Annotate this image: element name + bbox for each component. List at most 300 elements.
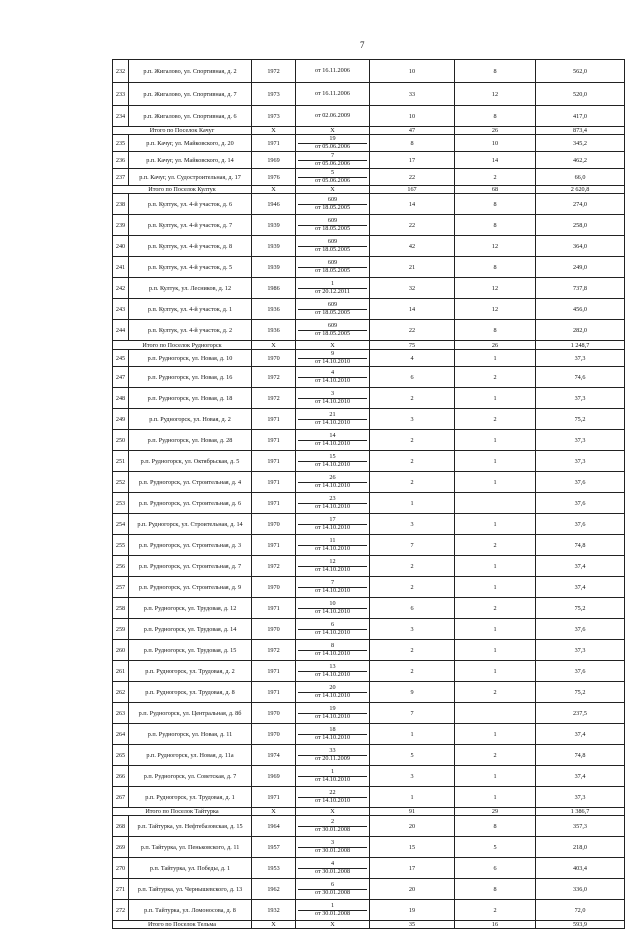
value-cell-5: 3 bbox=[370, 514, 455, 535]
document-cell bbox=[296, 682, 370, 703]
document-date: от 30.01.2008 bbox=[314, 867, 351, 875]
document-date: от 14.10.2010 bbox=[314, 418, 351, 426]
value-cell-6: 1 bbox=[455, 787, 536, 808]
year-cell: 1936 bbox=[252, 299, 296, 320]
value-cell-5: 7 bbox=[370, 703, 455, 724]
document-cell bbox=[296, 703, 370, 724]
address-cell: р.п. Култук, ул. Лесников, д. 12 bbox=[129, 278, 252, 299]
address-cell: р.п. Рудногорск, ул. Советская, д. 7 bbox=[129, 766, 252, 787]
value-cell-7: 37,3 bbox=[536, 388, 625, 409]
document-cell bbox=[296, 514, 370, 535]
year-cell: 1971 bbox=[252, 661, 296, 682]
year-cell: 1974 bbox=[252, 745, 296, 766]
value-cell-7: 37,6 bbox=[536, 493, 625, 514]
value-cell-7: 417,0 bbox=[536, 106, 625, 127]
value-cell-7: 37,3 bbox=[536, 640, 625, 661]
table-row bbox=[113, 388, 625, 409]
document-number: 1 bbox=[298, 281, 367, 289]
document-date: от 18.05.2005 bbox=[314, 329, 351, 337]
row-number-cell: 263 bbox=[113, 703, 129, 724]
document-date: от 14.10.2010 bbox=[314, 691, 351, 699]
address-cell: р.п. Рудногорск, ул. Строительная, д. 6 bbox=[129, 493, 252, 514]
document-cell bbox=[296, 493, 370, 514]
document-date: от 14.10.2010 bbox=[314, 376, 351, 384]
row-number-cell: 232 bbox=[113, 60, 129, 83]
table-row bbox=[113, 493, 625, 514]
document-date: от 18.05.2005 bbox=[314, 308, 351, 316]
document-date: от 18.05.2005 bbox=[314, 245, 351, 253]
year-cell: 1969 bbox=[252, 152, 296, 169]
address-cell: р.п. Рудногорск, ул. Трудовая, д. 15 bbox=[129, 640, 252, 661]
address-cell: р.п. Рудногорск, ул. Центральная, д. 8б bbox=[129, 703, 252, 724]
value-cell-7: 75,2 bbox=[536, 598, 625, 619]
value-cell-6: 8 bbox=[455, 106, 536, 127]
row-number-cell: 266 bbox=[113, 766, 129, 787]
table-row bbox=[113, 106, 625, 127]
value-cell-6: 2 bbox=[455, 682, 536, 703]
document-cell bbox=[296, 83, 370, 106]
table-row bbox=[113, 194, 625, 215]
year-cell: X bbox=[252, 921, 296, 929]
document-number: 19 bbox=[298, 706, 367, 714]
value-cell-6: 1 bbox=[455, 388, 536, 409]
value-cell-5: 3 bbox=[370, 766, 455, 787]
value-cell-5: 75 bbox=[370, 341, 455, 350]
year-cell: 1971 bbox=[252, 409, 296, 430]
document-date: от 14.10.2010 bbox=[314, 628, 351, 636]
value-cell-7: 218,0 bbox=[536, 837, 625, 858]
value-cell-5: 167 bbox=[370, 186, 455, 194]
table-row bbox=[113, 514, 625, 535]
value-cell-5: 8 bbox=[370, 135, 455, 152]
value-cell-7: 737,8 bbox=[536, 278, 625, 299]
year-cell: 1939 bbox=[252, 257, 296, 278]
value-cell-5: 20 bbox=[370, 879, 455, 900]
row-number-cell: 271 bbox=[113, 879, 129, 900]
value-cell-7: 37,6 bbox=[536, 619, 625, 640]
row-number-cell: 241 bbox=[113, 257, 129, 278]
document-date: от 02.06.2009 bbox=[314, 111, 351, 119]
row-number-cell: 233 bbox=[113, 83, 129, 106]
table-row bbox=[113, 83, 625, 106]
document-cell bbox=[296, 535, 370, 556]
document-number: 14 bbox=[298, 433, 367, 441]
value-cell-5: 47 bbox=[370, 127, 455, 135]
year-cell: 1971 bbox=[252, 787, 296, 808]
document-number: 4 bbox=[298, 370, 367, 378]
table-row bbox=[113, 299, 625, 320]
year-cell: 1969 bbox=[252, 766, 296, 787]
document-date: от 14.10.2010 bbox=[314, 607, 351, 615]
year-cell: 1957 bbox=[252, 837, 296, 858]
document-date: от 14.10.2010 bbox=[314, 357, 351, 365]
value-cell-7: 37,4 bbox=[536, 556, 625, 577]
document-number: 609 bbox=[298, 260, 367, 268]
document-number: 3 bbox=[298, 840, 367, 848]
value-cell-6 bbox=[455, 703, 536, 724]
value-cell-5: 10 bbox=[370, 106, 455, 127]
table-row bbox=[113, 816, 625, 837]
value-cell-6: 1 bbox=[455, 472, 536, 493]
value-cell-6: 68 bbox=[455, 186, 536, 194]
value-cell-7: 74,8 bbox=[536, 535, 625, 556]
document-cell bbox=[296, 472, 370, 493]
document-cell bbox=[296, 152, 370, 169]
address-cell: р.п. Тайтурка, ул. Победы, д. 1 bbox=[129, 858, 252, 879]
document-cell bbox=[296, 409, 370, 430]
address-cell: р.п. Култук, ул. 4-й участок, д. 6 bbox=[129, 194, 252, 215]
document-cell: X bbox=[296, 127, 370, 135]
document-cell bbox=[296, 169, 370, 186]
value-cell-6: 1 bbox=[455, 350, 536, 367]
document-cell bbox=[296, 60, 370, 83]
address-cell: р.п. Жигалово, ул. Спортивная, д. 6 bbox=[129, 106, 252, 127]
document-cell bbox=[296, 388, 370, 409]
table-row bbox=[113, 577, 625, 598]
year-cell: 1970 bbox=[252, 514, 296, 535]
value-cell-7: 37,3 bbox=[536, 430, 625, 451]
row-number-cell: 264 bbox=[113, 724, 129, 745]
value-cell-7: 357,3 bbox=[536, 816, 625, 837]
document-date: от 14.10.2010 bbox=[314, 502, 351, 510]
table-row bbox=[113, 236, 625, 257]
value-cell-6: 26 bbox=[455, 341, 536, 350]
document-date: от 14.10.2010 bbox=[314, 460, 351, 468]
document-cell bbox=[296, 900, 370, 921]
value-cell-6: 1 bbox=[455, 724, 536, 745]
value-cell-6: 1 bbox=[455, 556, 536, 577]
value-cell-6: 14 bbox=[455, 152, 536, 169]
value-cell-5: 35 bbox=[370, 921, 455, 929]
document-number: 21 bbox=[298, 412, 367, 420]
value-cell-7: 37,4 bbox=[536, 724, 625, 745]
value-cell-7: 345,2 bbox=[536, 135, 625, 152]
table-row bbox=[113, 215, 625, 236]
value-cell-5: 2 bbox=[370, 430, 455, 451]
year-cell: 1972 bbox=[252, 60, 296, 83]
document-date: от 14.10.2010 bbox=[314, 397, 351, 405]
document-date: от 14.10.2010 bbox=[314, 565, 351, 573]
value-cell-5: 5 bbox=[370, 745, 455, 766]
year-cell: 1971 bbox=[252, 493, 296, 514]
address-cell: р.п. Рудногорск, ул. Новая, д. 18 bbox=[129, 388, 252, 409]
document-cell bbox=[296, 858, 370, 879]
value-cell-5: 14 bbox=[370, 299, 455, 320]
row-number-cell: 243 bbox=[113, 299, 129, 320]
document-date: от 14.10.2010 bbox=[314, 670, 351, 678]
document-cell bbox=[296, 320, 370, 341]
value-cell-6: 1 bbox=[455, 514, 536, 535]
value-cell-6: 8 bbox=[455, 194, 536, 215]
document-date: от 18.05.2005 bbox=[314, 224, 351, 232]
document-date: от 16.11.2006 bbox=[315, 66, 350, 74]
value-cell-5: 2 bbox=[370, 661, 455, 682]
document-cell bbox=[296, 299, 370, 320]
address-cell: р.п. Рудногорск, ул. Новая, д. 2 bbox=[129, 409, 252, 430]
year-cell: 1971 bbox=[252, 430, 296, 451]
value-cell-5: 3 bbox=[370, 409, 455, 430]
document-number: 8 bbox=[298, 643, 367, 651]
year-cell: 1972 bbox=[252, 640, 296, 661]
value-cell-7: 37,4 bbox=[536, 766, 625, 787]
document-number: 5 bbox=[298, 170, 367, 178]
value-cell-7: 462,2 bbox=[536, 152, 625, 169]
document-cell bbox=[296, 236, 370, 257]
table-row bbox=[113, 598, 625, 619]
year-cell: 1973 bbox=[252, 106, 296, 127]
table-row bbox=[113, 152, 625, 169]
year-cell: 1986 bbox=[252, 278, 296, 299]
document-number: 20 bbox=[298, 685, 367, 693]
document-cell bbox=[296, 350, 370, 367]
value-cell-5: 17 bbox=[370, 858, 455, 879]
document-number: 17 bbox=[298, 517, 367, 525]
value-cell-5: 7 bbox=[370, 535, 455, 556]
document-number: 10 bbox=[298, 601, 367, 609]
year-cell: 1962 bbox=[252, 879, 296, 900]
year-cell: 1970 bbox=[252, 577, 296, 598]
document-date: от 14.10.2010 bbox=[314, 775, 351, 783]
row-number-cell: 270 bbox=[113, 858, 129, 879]
table-row bbox=[113, 556, 625, 577]
value-cell-6: 5 bbox=[455, 837, 536, 858]
address-cell: р.п. Тайтурка, ул. Нефтебазовская, д. 15 bbox=[129, 816, 252, 837]
address-cell: р.п. Рудногорск, ул. Трудовая, д. 8 bbox=[129, 682, 252, 703]
value-cell-5: 3 bbox=[370, 619, 455, 640]
document-cell bbox=[296, 367, 370, 388]
value-cell-5: 2 bbox=[370, 451, 455, 472]
value-cell-7: 75,2 bbox=[536, 409, 625, 430]
table-row bbox=[113, 135, 625, 152]
document-date: от 14.10.2010 bbox=[314, 544, 351, 552]
year-cell: 1971 bbox=[252, 598, 296, 619]
row-number-cell: 267 bbox=[113, 787, 129, 808]
document-cell: X bbox=[296, 186, 370, 194]
value-cell-5: 4 bbox=[370, 350, 455, 367]
value-cell-7: 74,6 bbox=[536, 367, 625, 388]
document-number: 18 bbox=[298, 727, 367, 735]
document-date: от 14.10.2010 bbox=[314, 733, 351, 741]
document-number: 3 bbox=[298, 391, 367, 399]
document-number: 7 bbox=[298, 580, 367, 588]
value-cell-7: 37,3 bbox=[536, 451, 625, 472]
row-number-cell: 268 bbox=[113, 816, 129, 837]
document-date: от 30.01.2008 bbox=[314, 846, 351, 854]
year-cell: 1964 bbox=[252, 816, 296, 837]
document-date: от 30.01.2008 bbox=[314, 909, 351, 917]
document-number: 19 bbox=[298, 136, 367, 144]
document-date: от 14.10.2010 bbox=[314, 796, 351, 804]
document-cell bbox=[296, 106, 370, 127]
year-cell: 1971 bbox=[252, 535, 296, 556]
value-cell-6: 1 bbox=[455, 766, 536, 787]
value-cell-7: 37,6 bbox=[536, 472, 625, 493]
document-number: 26 bbox=[298, 475, 367, 483]
value-cell-7: 37,6 bbox=[536, 514, 625, 535]
row-number-cell: 265 bbox=[113, 745, 129, 766]
table-row bbox=[113, 745, 625, 766]
table-row bbox=[113, 367, 625, 388]
value-cell-6: 2 bbox=[455, 900, 536, 921]
row-number-cell: 252 bbox=[113, 472, 129, 493]
document-date: от 20.12.2011 bbox=[315, 287, 350, 295]
document-number: 7 bbox=[298, 153, 367, 161]
address-cell: р.п. Рудногорск, ул. Новая, д. 10 bbox=[129, 350, 252, 367]
document-cell bbox=[296, 816, 370, 837]
value-cell-6: 26 bbox=[455, 127, 536, 135]
value-cell-6: 8 bbox=[455, 320, 536, 341]
row-number-cell: 237 bbox=[113, 169, 129, 186]
document-cell bbox=[296, 257, 370, 278]
year-cell: X bbox=[252, 127, 296, 135]
subtotal-label: Итого по Поселок Тайтурка bbox=[113, 808, 252, 816]
value-cell-6: 8 bbox=[455, 215, 536, 236]
value-cell-6: 8 bbox=[455, 257, 536, 278]
value-cell-5: 91 bbox=[370, 808, 455, 816]
address-cell: р.п. Жигалово, ул. Спортивная, д. 7 bbox=[129, 83, 252, 106]
value-cell-6: 2 bbox=[455, 745, 536, 766]
value-cell-6: 1 bbox=[455, 619, 536, 640]
address-cell: р.п. Рудногорск, ул. Строительная, д. 4 bbox=[129, 472, 252, 493]
document-number: 4 bbox=[298, 861, 367, 869]
document-cell bbox=[296, 556, 370, 577]
value-cell-7: 37,6 bbox=[536, 661, 625, 682]
address-cell: р.п. Тайтурка, ул. Пеньковского, д. 11 bbox=[129, 837, 252, 858]
row-number-cell: 242 bbox=[113, 278, 129, 299]
document-number: 6 bbox=[298, 622, 367, 630]
document-date: от 14.10.2010 bbox=[314, 481, 351, 489]
year-cell: 1939 bbox=[252, 215, 296, 236]
year-cell: 1972 bbox=[252, 367, 296, 388]
document-cell bbox=[296, 837, 370, 858]
value-cell-5: 22 bbox=[370, 215, 455, 236]
subtotal-label: Итого по Поселок Качуг bbox=[113, 127, 252, 135]
document-date: от 18.05.2005 bbox=[314, 203, 351, 211]
value-cell-6: 2 bbox=[455, 598, 536, 619]
document-number: 609 bbox=[298, 302, 367, 310]
year-cell: 1953 bbox=[252, 858, 296, 879]
table-row bbox=[113, 682, 625, 703]
document-date: от 14.10.2010 bbox=[314, 439, 351, 447]
document-date: от 30.01.2008 bbox=[314, 825, 351, 833]
value-cell-6: 12 bbox=[455, 83, 536, 106]
value-cell-7: 249,0 bbox=[536, 257, 625, 278]
value-cell-7: 1 248,7 bbox=[536, 341, 625, 350]
value-cell-5: 20 bbox=[370, 816, 455, 837]
value-cell-7: 66,0 bbox=[536, 169, 625, 186]
subtotal-label: Итого по Поселок Тельма bbox=[113, 921, 252, 929]
address-cell: р.п. Рудногорск, ул. Трудовая, д. 1 bbox=[129, 787, 252, 808]
row-number-cell: 244 bbox=[113, 320, 129, 341]
value-cell-7: 1 386,7 bbox=[536, 808, 625, 816]
year-cell: 1971 bbox=[252, 451, 296, 472]
document-cell bbox=[296, 598, 370, 619]
document-number: 609 bbox=[298, 197, 367, 205]
document-cell bbox=[296, 724, 370, 745]
document-number: 12 bbox=[298, 559, 367, 567]
value-cell-5: 2 bbox=[370, 388, 455, 409]
subtotal-label: Итого по Поселок Рудногорск bbox=[113, 341, 252, 350]
year-cell: 1936 bbox=[252, 320, 296, 341]
address-cell: р.п. Рудногорск, ул. Трудовая, д. 14 bbox=[129, 619, 252, 640]
document-date: от 14.10.2010 bbox=[314, 523, 351, 531]
value-cell-7: 75,2 bbox=[536, 682, 625, 703]
value-cell-6: 1 bbox=[455, 661, 536, 682]
page-number: 7 bbox=[360, 40, 365, 50]
value-cell-6: 1 bbox=[455, 430, 536, 451]
document-number: 15 bbox=[298, 454, 367, 462]
address-cell: р.п. Рудногорск, ул. Новая, д. 28 bbox=[129, 430, 252, 451]
year-cell: X bbox=[252, 341, 296, 350]
row-number-cell: 259 bbox=[113, 619, 129, 640]
subtotal-row bbox=[113, 127, 625, 135]
row-number-cell: 258 bbox=[113, 598, 129, 619]
row-number-cell: 255 bbox=[113, 535, 129, 556]
year-cell: 1946 bbox=[252, 194, 296, 215]
document-date: от 14.10.2010 bbox=[314, 712, 351, 720]
document-date: от 30.01.2008 bbox=[314, 888, 351, 896]
document-number: 11 bbox=[298, 538, 367, 546]
address-cell: р.п. Култук, ул. 4-й участок, д. 7 bbox=[129, 215, 252, 236]
address-cell: р.п. Рудногорск, ул. Новая, д. 11а bbox=[129, 745, 252, 766]
value-cell-7: 562,0 bbox=[536, 60, 625, 83]
table-row bbox=[113, 409, 625, 430]
value-cell-7: 37,4 bbox=[536, 577, 625, 598]
table-row bbox=[113, 703, 625, 724]
document-cell bbox=[296, 430, 370, 451]
table-row bbox=[113, 724, 625, 745]
row-number-cell: 253 bbox=[113, 493, 129, 514]
value-cell-5: 6 bbox=[370, 367, 455, 388]
document-number: 609 bbox=[298, 323, 367, 331]
value-cell-7: 237,5 bbox=[536, 703, 625, 724]
address-cell: р.п. Рудногорск, ул. Трудовая, д. 2 bbox=[129, 661, 252, 682]
value-cell-7: 593,9 bbox=[536, 921, 625, 929]
document-number: 13 bbox=[298, 664, 367, 672]
table-row bbox=[113, 879, 625, 900]
table-row bbox=[113, 472, 625, 493]
table-row bbox=[113, 858, 625, 879]
row-number-cell: 248 bbox=[113, 388, 129, 409]
row-number-cell: 269 bbox=[113, 837, 129, 858]
year-cell: 1970 bbox=[252, 703, 296, 724]
subtotal-row bbox=[113, 341, 625, 350]
address-cell: р.п. Рудногорск, ул. Трудовая, д. 12 bbox=[129, 598, 252, 619]
table-row bbox=[113, 661, 625, 682]
value-cell-7: 37,3 bbox=[536, 350, 625, 367]
row-number-cell: 238 bbox=[113, 194, 129, 215]
table-row bbox=[113, 451, 625, 472]
value-cell-6: 6 bbox=[455, 858, 536, 879]
document-date: от 18.05.2005 bbox=[314, 266, 351, 274]
value-cell-6: 29 bbox=[455, 808, 536, 816]
table-row bbox=[113, 350, 625, 367]
document-cell bbox=[296, 194, 370, 215]
row-number-cell: 240 bbox=[113, 236, 129, 257]
year-cell: X bbox=[252, 808, 296, 816]
year-cell: 1971 bbox=[252, 135, 296, 152]
document-number: 2 bbox=[298, 819, 367, 827]
document-cell bbox=[296, 451, 370, 472]
value-cell-5: 17 bbox=[370, 152, 455, 169]
document-date: от 20.11.2009 bbox=[315, 754, 350, 762]
row-number-cell: 256 bbox=[113, 556, 129, 577]
document-cell bbox=[296, 577, 370, 598]
address-cell: р.п. Рудногорск, ул. Октябрьская, д. 5 bbox=[129, 451, 252, 472]
table-row bbox=[113, 900, 625, 921]
year-cell: 1976 bbox=[252, 169, 296, 186]
value-cell-5: 9 bbox=[370, 682, 455, 703]
